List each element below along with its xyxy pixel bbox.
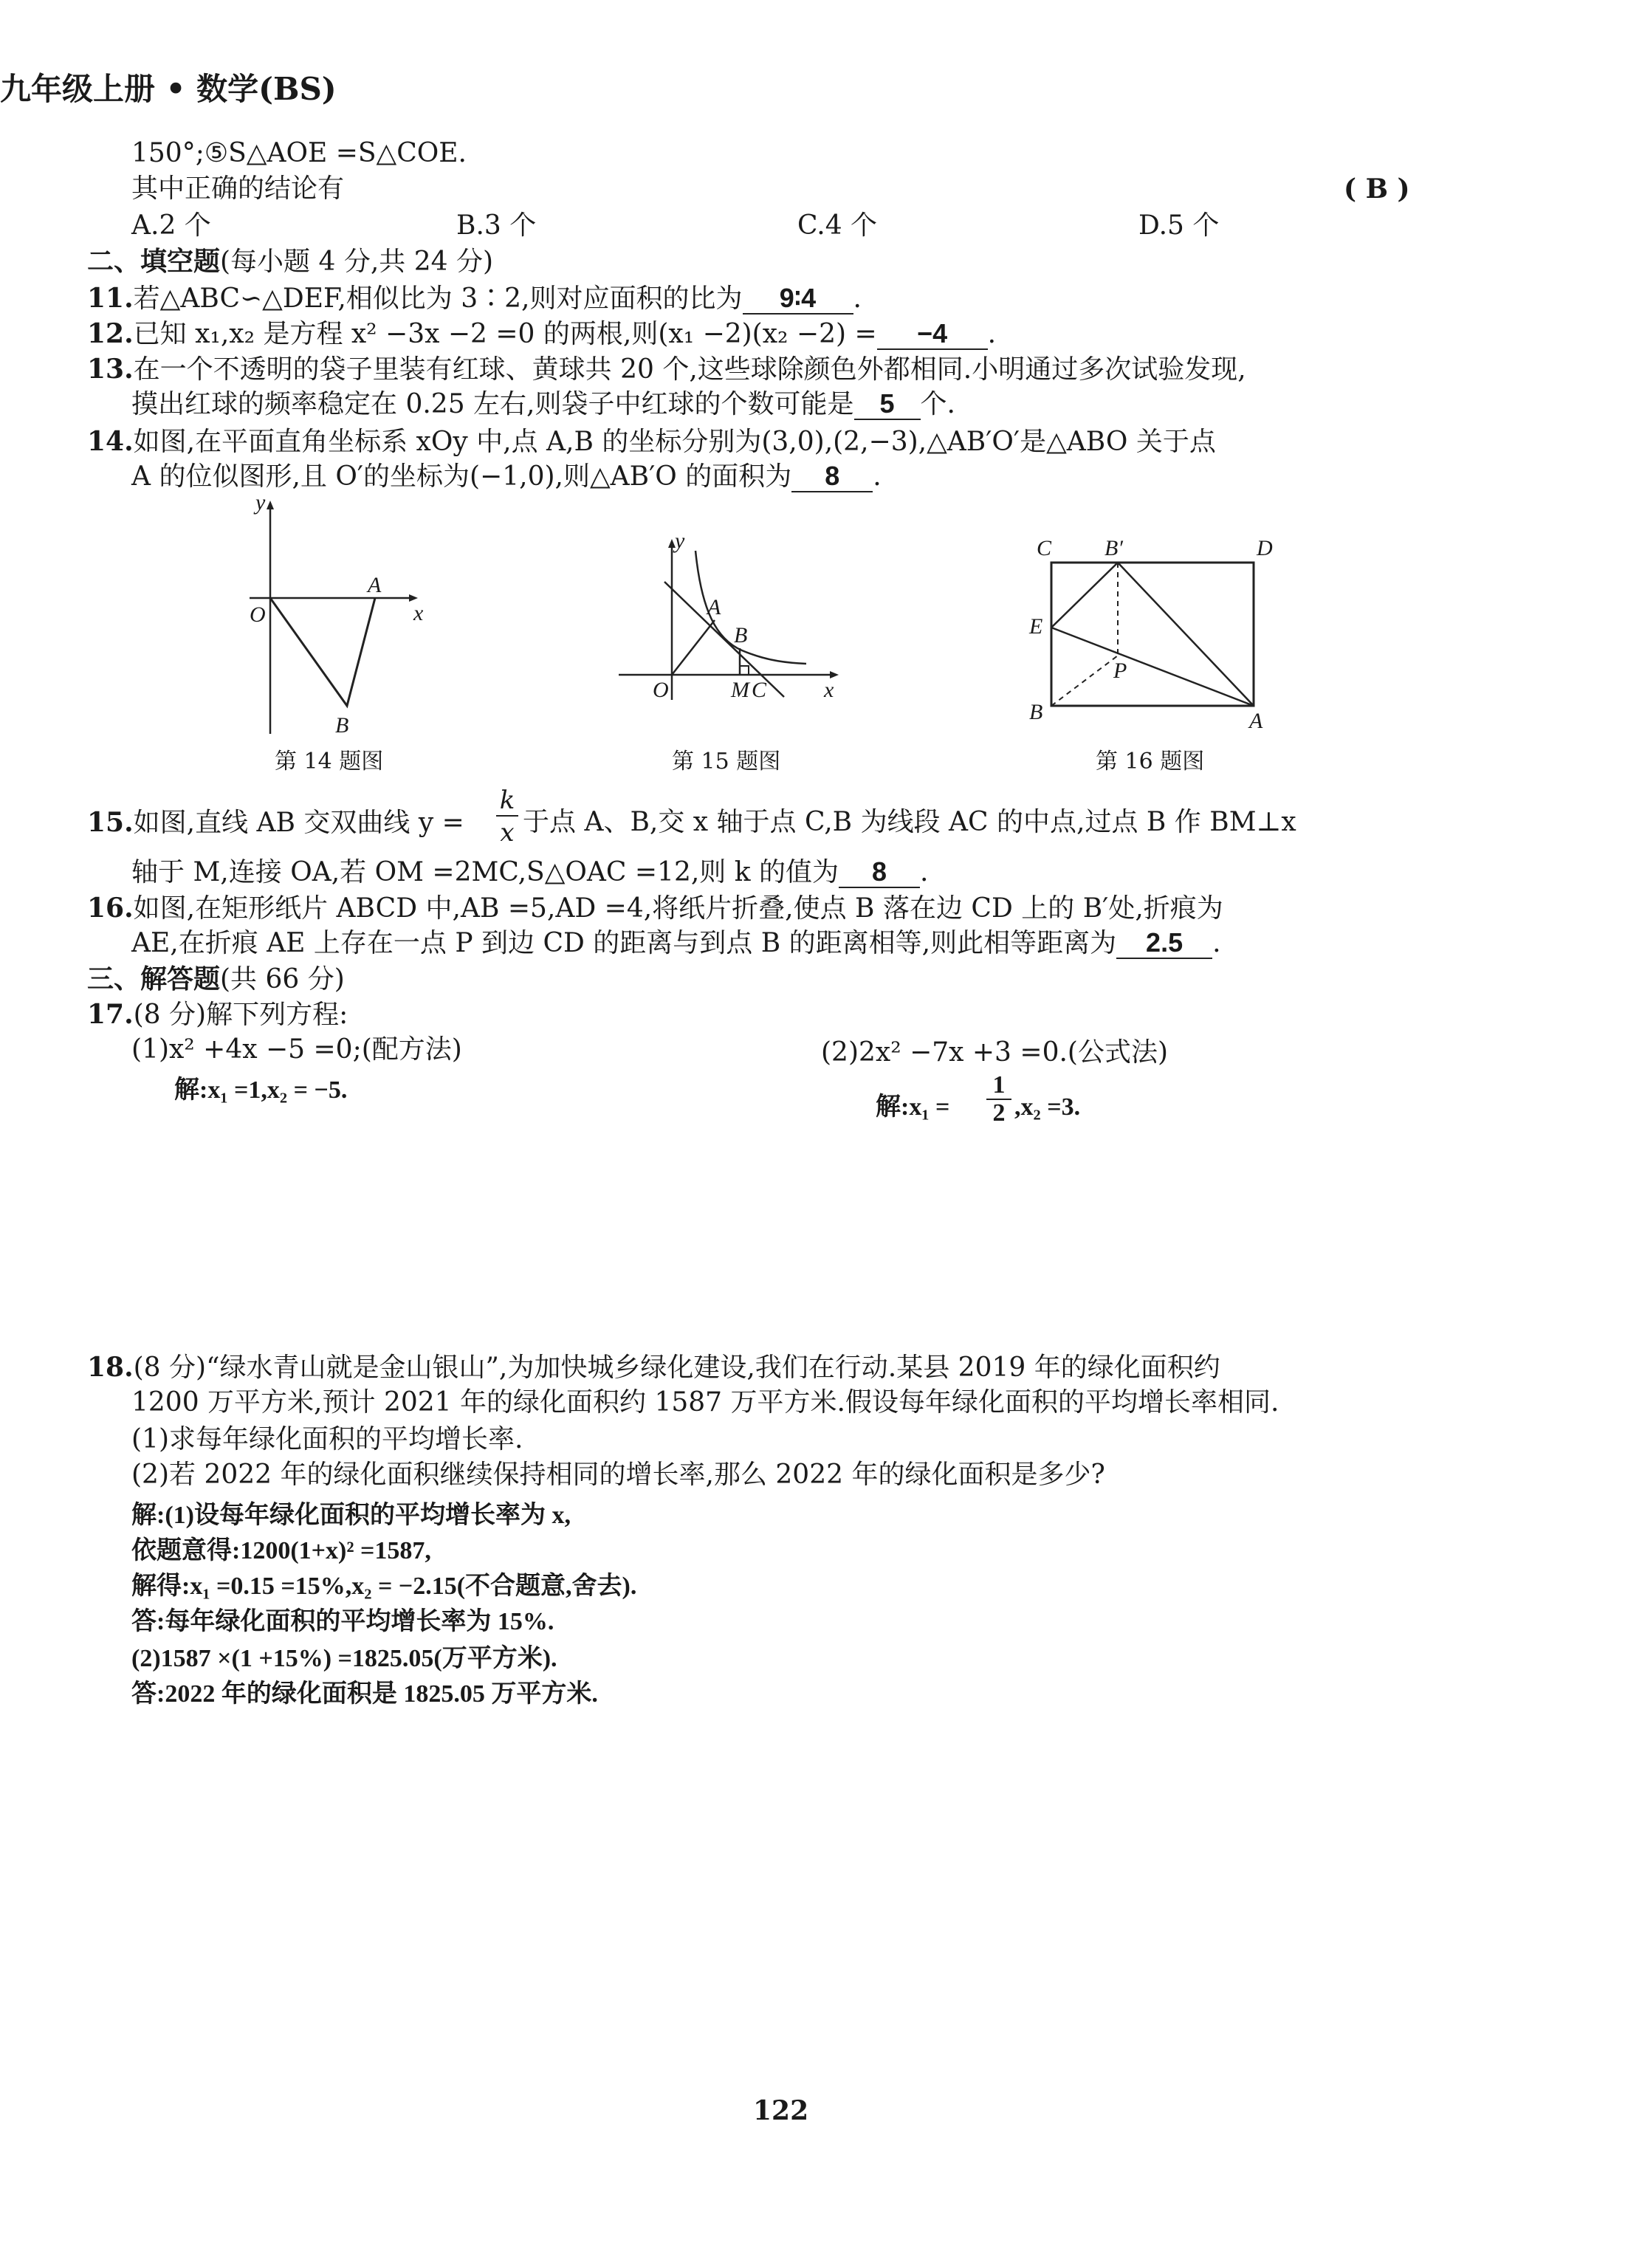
q13-answer: 5 bbox=[854, 389, 921, 420]
q18-text-line2: 1200 万平方米,预计 2021 年的绿化面积约 1587 万平方米.假设每年绿化面积的平均增长率相同. bbox=[131, 1387, 1279, 1418]
fig15-label-o: O bbox=[653, 678, 669, 702]
q14-text-line2: A 的位似图形,且 O′的坐标为(−1,0),则△AB′O 的面积为 bbox=[131, 461, 792, 492]
q11-text: 若△ABC∽△DEF,相似比为 3∶2,则对应面积的比为 bbox=[133, 284, 743, 314]
fig16-label-a: A bbox=[1249, 709, 1263, 732]
page-header-title: 九年级上册 • 数学(BS) bbox=[0, 71, 337, 107]
q14-answer: 8 bbox=[791, 461, 873, 492]
fig15-segment-oa bbox=[672, 620, 715, 675]
figure-16 bbox=[1019, 533, 1292, 732]
fig15-label-c: C bbox=[752, 678, 767, 702]
section3-heading bbox=[87, 961, 345, 997]
q10-option-d: D.5 个 bbox=[1138, 210, 1220, 241]
fig16-label-e: E bbox=[1029, 614, 1043, 639]
q10-option-b: B.3 个 bbox=[456, 210, 537, 241]
q13-text-line2: 摸出红球的频率稳定在 0.25 左右,则袋子中红球的个数可能是 bbox=[131, 389, 854, 419]
q18-solution-line1: 解:(1)设每年绿化面积的平均增长率为 x, bbox=[131, 1502, 571, 1529]
fig16-label-b: B bbox=[1029, 700, 1043, 724]
question-14-line1 bbox=[87, 424, 1216, 460]
question-16-line1 bbox=[87, 890, 1223, 927]
q15-number: 15. bbox=[87, 807, 134, 838]
q10-option-a: A.2 个 bbox=[131, 210, 211, 241]
q15-text-line2: 轴于 M,连接 OA,若 OM =2MC,S△OAC =12,则 k 的值为 bbox=[131, 857, 839, 887]
fig14-y-arrow bbox=[267, 501, 274, 509]
question-17 bbox=[87, 997, 348, 1033]
section2-title: 二、填空题 bbox=[87, 246, 221, 277]
q11-answer: 9∶4 bbox=[743, 284, 853, 315]
question-11 bbox=[87, 281, 862, 317]
fig14-label-x: x bbox=[413, 601, 424, 625]
fig16-segment-eb-prime bbox=[1051, 563, 1118, 628]
q18-text-line4: (2)若 2022 年的绿化面积继续保持相同的增长率,那么 2022 年的绿化面积是多少? bbox=[131, 1460, 1105, 1490]
q17-part2: (2)2x² −7x +3 =0.(公式法) bbox=[821, 1037, 1169, 1068]
fig16-label-d: D bbox=[1257, 536, 1273, 560]
fig14-label-a: A bbox=[368, 573, 382, 597]
q14-end: . bbox=[873, 461, 882, 492]
q17-solution-2a: 解:x₁ = bbox=[876, 1093, 950, 1121]
figure-14 bbox=[236, 490, 458, 741]
fig16-rectangle-abcd bbox=[1051, 563, 1254, 706]
fig15-label-m: M bbox=[731, 678, 749, 702]
q10-condition-5: 150°;⑤S△AOE =S△COE. bbox=[131, 138, 467, 168]
fig14-label-y: y bbox=[255, 490, 266, 515]
q16-text-line2: AE,在折痕 AE 上存在一点 P 到边 CD 的距离与到点 B 的距离相等,则此相等距离为 bbox=[131, 928, 1117, 958]
q17-text: (8 分)解下列方程: bbox=[133, 1000, 348, 1030]
q15-fraction-denominator: x bbox=[500, 818, 515, 848]
q10-answer: ( B ) bbox=[1344, 173, 1410, 205]
question-12 bbox=[87, 316, 996, 352]
q11-number: 11. bbox=[87, 283, 134, 314]
q18-solution-line3: 解得:x₁ =0.15 =15%,x₂ = −2.15(不合题意,舍去). bbox=[131, 1573, 637, 1600]
fig14-caption: 第 14 题图 bbox=[275, 749, 384, 774]
fig15-label-b: B bbox=[734, 623, 748, 647]
question-14-line2 bbox=[131, 459, 882, 495]
q17-number: 17. bbox=[87, 999, 134, 1030]
q18-solution-line4: 答:每年绿化面积的平均增长率为 15%. bbox=[131, 1608, 554, 1635]
fig14-label-b: B bbox=[335, 713, 349, 738]
fig16-fold-ae bbox=[1051, 628, 1254, 706]
q16-number: 16. bbox=[87, 893, 134, 924]
q18-number: 18. bbox=[87, 1352, 134, 1383]
q12-end: . bbox=[987, 319, 997, 349]
q14-text-line1: 如图,在平面直角坐标系 xOy 中,点 A,B 的坐标分别为(3,0),(2,−3),△AB′O′是△ABO 关于点 bbox=[133, 427, 1216, 457]
q16-text-line1: 如图,在矩形纸片 ABCD 中,AB =5,AD =4,将纸片折叠,使点 B 落在边 CD 上的 B′处,折痕为 bbox=[133, 893, 1223, 924]
fig14-triangle-abo bbox=[270, 598, 375, 706]
q12-answer: −4 bbox=[877, 319, 988, 350]
fig16-segment-ab-prime bbox=[1118, 563, 1254, 706]
fig16-caption: 第 16 题图 bbox=[1096, 749, 1205, 774]
q17-part1: (1)x² +4x −5 =0;(配方法) bbox=[131, 1034, 462, 1065]
question-13-line2 bbox=[131, 387, 955, 422]
page-number: 122 bbox=[753, 2095, 809, 2126]
question-15-line1 bbox=[87, 805, 464, 841]
q13-number: 13. bbox=[87, 354, 134, 385]
q13-text-line1: 在一个不透明的袋子里装有红球、黄球共 20 个,这些球除颜色外都相同.小明通过多次试验发现, bbox=[133, 354, 1246, 385]
q13-end: 个. bbox=[920, 389, 955, 419]
q18-solution-line6: 答:2022 年的绿化面积是 1825.05 万平方米. bbox=[131, 1680, 598, 1708]
q18-text-line1: (8 分)“绿水青山就是金山银山”,为加快城乡绿化建设,我们在行动.某县 2019 年的绿化面积约 bbox=[133, 1353, 1220, 1383]
question-15-line2 bbox=[131, 855, 928, 890]
q15-fraction-numerator: k bbox=[496, 786, 518, 817]
question-16-line2 bbox=[131, 926, 1221, 961]
fig15-caption: 第 15 题图 bbox=[672, 749, 781, 774]
q12-number: 12. bbox=[87, 318, 134, 349]
q17-solution-2-numerator: 1 bbox=[986, 1072, 1011, 1100]
q17-solution-2-denominator: 2 bbox=[992, 1099, 1006, 1127]
q15-text-line1a: 如图,直线 AB 交双曲线 y = bbox=[133, 808, 464, 838]
q15-end: . bbox=[920, 857, 929, 887]
fig16-dashed-bp bbox=[1051, 656, 1118, 706]
fig15-label-x: x bbox=[824, 678, 834, 702]
fig15-label-a: A bbox=[707, 595, 721, 619]
section2-heading bbox=[87, 244, 493, 280]
fig15-label-y: y bbox=[675, 529, 685, 553]
q16-end: . bbox=[1212, 928, 1221, 958]
q18-text-line3: (1)求每年绿化面积的平均增长率. bbox=[131, 1424, 523, 1454]
section3-note: (共 66 分) bbox=[220, 964, 345, 994]
figure-15 bbox=[613, 529, 849, 713]
fig16-label-p: P bbox=[1113, 659, 1127, 683]
q15-text-line1b: 于点 A、B,交 x 轴于点 C,B 为线段 AC 的中点,过点 B 作 BM⊥x bbox=[523, 807, 1296, 837]
q10-prompt: 其中正确的结论有 bbox=[131, 173, 345, 204]
question-13-line1 bbox=[87, 351, 1246, 388]
q14-number: 14. bbox=[87, 426, 134, 457]
q12-text: 已知 x₁,x₂ 是方程 x² −3x −2 =0 的两根,则(x₁ −2)(x₂ −2) = bbox=[133, 319, 877, 349]
q17-solution-2b: ,x₂ =3. bbox=[1014, 1093, 1081, 1121]
q17-solution-1: 解:x₁ =1,x₂ = −5. bbox=[174, 1076, 348, 1104]
q16-answer: 2.5 bbox=[1116, 928, 1212, 959]
section2-note: (每小题 4 分,共 24 分) bbox=[220, 247, 494, 277]
fig16-label-c: C bbox=[1037, 536, 1052, 560]
section3-title: 三、解答题 bbox=[87, 963, 221, 994]
q18-solution-line2: 依题意得:1200(1+x)² =1587, bbox=[131, 1537, 431, 1564]
q11-end: . bbox=[853, 284, 862, 314]
question-18-line1 bbox=[87, 1350, 1220, 1386]
fig16-label-b-prime: B′ bbox=[1104, 536, 1123, 560]
q15-answer: 8 bbox=[839, 857, 920, 888]
fig14-label-o: O bbox=[250, 602, 266, 627]
fig15-right-angle-mark bbox=[740, 666, 749, 675]
q10-option-c: C.4 个 bbox=[797, 210, 878, 241]
q18-solution-line5: (2)1587 ×(1 +15%) =1825.05(万平方米). bbox=[131, 1645, 557, 1672]
